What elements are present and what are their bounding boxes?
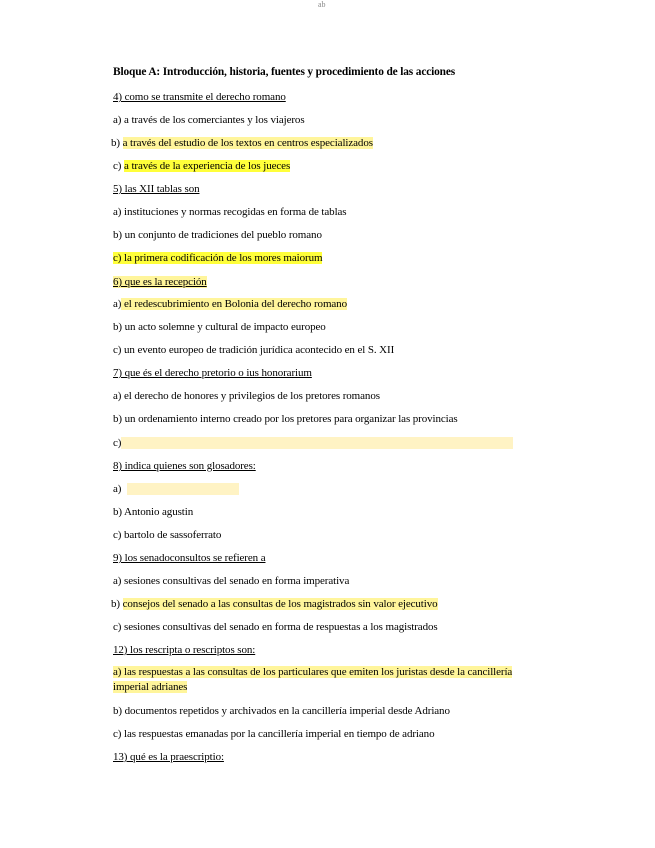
option-9c: c) sesiones consultivas del senado en forma de respuestas a los magistrados [113,621,438,633]
highlight: consejos del senado a las consultas de los magistrados sin valor ejecutivo [122,598,438,610]
option-5c [113,251,322,265]
option-4c: c) a través de la experiencia de los jueces [113,160,291,172]
question-12: 12) los rescripta o rescriptos son: [113,644,256,656]
question-9: 9) los senadoconsultos se refieren a [113,552,266,564]
highlight: c) la primera codificación de los mores maiorum [113,252,323,264]
highlight: a través del estudio de los textos en centros especializados [122,137,373,149]
option-4a: a) a través de los comerciantes y los viajeros [113,114,305,126]
option-12a [113,665,513,695]
option-6c: c) un evento europeo de tradición jurídica acontecido en el S. XII [113,344,395,356]
option-5b: b) un conjunto de tradiciones del pueblo romano [113,229,322,241]
option-12c: c) las respuestas emanadas por la cancillería imperial en tiempo de adriano [113,728,435,740]
option-8a: a) [113,483,122,495]
section-title: Bloque A: Introducción, historia, fuentes y procedimiento de las acciones [113,66,456,78]
highlight: el redescubrimiento en Bolonia del derecho romano [121,298,347,310]
option-6a: a) el redescubrimiento en Bolonia del derecho romano [113,298,347,310]
question-13: 13) qué es la praescriptio: [113,751,224,763]
question-8: 8) indica quienes son glosadores: [113,460,256,472]
question-5: 5) las XII tablas son [113,183,200,195]
question-6 [113,275,207,289]
option-6b: b) un acto solemne y cultural de impacto europeo [113,321,326,333]
highlight: a través de la experiencia de los jueces [124,160,291,172]
option-12b: b) documentos repetidos y archivados en la cancillería imperial desde Adriano [113,705,450,717]
option-4b: b) a través del estudio de los textos en centros especializados [111,137,373,149]
option-5a: a) instituciones y normas recogidas en forma de tablas [113,206,347,218]
option-8b: b) Antonio agustin [113,506,194,518]
option-8c: c) bartolo de sassoferrato [113,529,222,541]
highlight: 6) que es la recepción [113,276,207,288]
option-9b: b) consejos del senado a las consultas de los magistrados sin valor ejecutivo [111,598,438,610]
question-7: 7) que és el derecho pretorio o ius honorarium [113,367,312,379]
question-4: 4) como se transmite el derecho romano [113,91,286,103]
option-7c: c) [113,437,122,449]
blank-answer-highlight-7c [121,437,513,449]
option-9a: a) sesiones consultivas del senado en forma imperativa [113,575,350,587]
page-mark: ab [318,0,326,9]
option-7b: b) un ordenamiento interno creado por los pretores para organizar las provincias [113,413,458,425]
blank-answer-highlight-8a [127,483,239,495]
highlight: a) las respuestas a las consultas de los particulares que emiten los juristas desde la cancillería imperial adrianes [113,666,513,693]
option-7a: a) el derecho de honores y privilegios de los pretores romanos [113,390,380,402]
